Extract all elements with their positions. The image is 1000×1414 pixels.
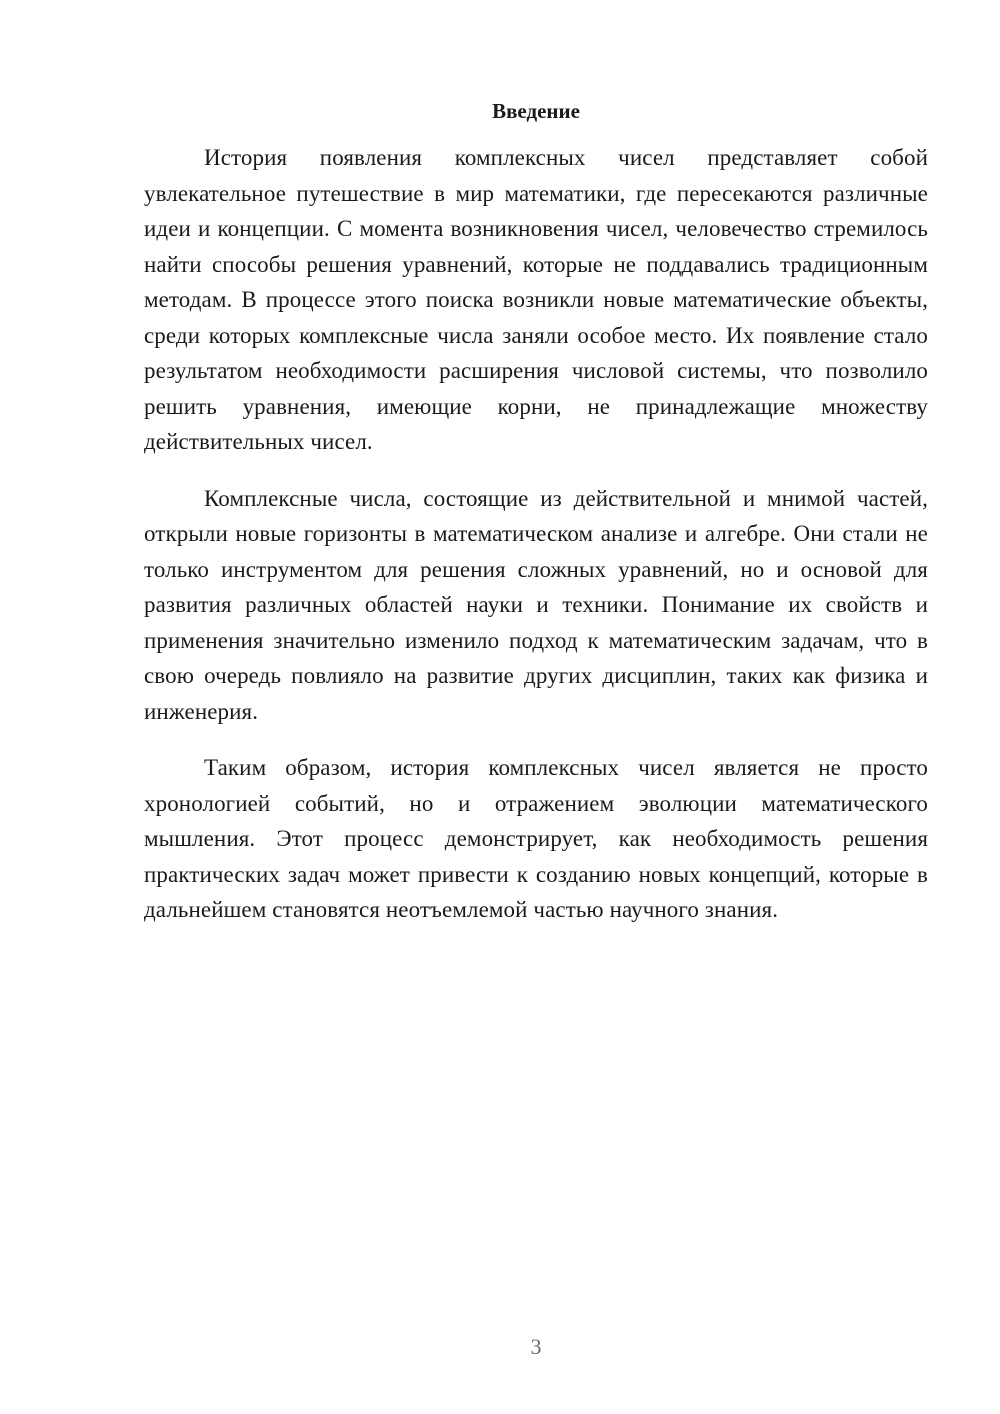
paragraph-2: Комплексные числа, состоящие из действительной и мнимой частей, открыли новые горизонты в математическом анализе и алгебре. Они стали не только инструментом для решения сложных уравнений, но и основой для развития различных областей науки и техники. Понимание их свойств и применения значительно изменило подход к математическим задачам, что в свою очередь повлияло на развитие других дисциплин, таких как физика и инженерия. [144,485,928,724]
paragraph-1: История появления комплексных чисел представляет собой увлекательное путешествие в мир математики, где пересекаются различные идеи и концепции. С момента возникновения чисел, человечество стремилось найти способы решения уравнений, которые не поддавались традиционным методам. В процессе этого поиска возникли новые математические объекты, среди которых комплексные числа заняли особое место. Их появление стало результатом необходимости расширения числовой системы, что позволило решить уравнения, имеющие корни, не принадлежащие множеству действительных чисел. [144,145,928,454]
page-number: 3 [530,1334,542,1359]
section-title: Введение [492,99,580,123]
paragraph-3: Таким образом, история комплексных чисел является не просто хронологией событий, но и отражением эволюции математического мышления. Этот процесс демонстрирует, как необходимость решения практических задач может привести к созданию новых концепций, которые в дальнейшем становятся неотъемлемой частью научного знания. [144,755,928,922]
page-content [144,96,928,949]
